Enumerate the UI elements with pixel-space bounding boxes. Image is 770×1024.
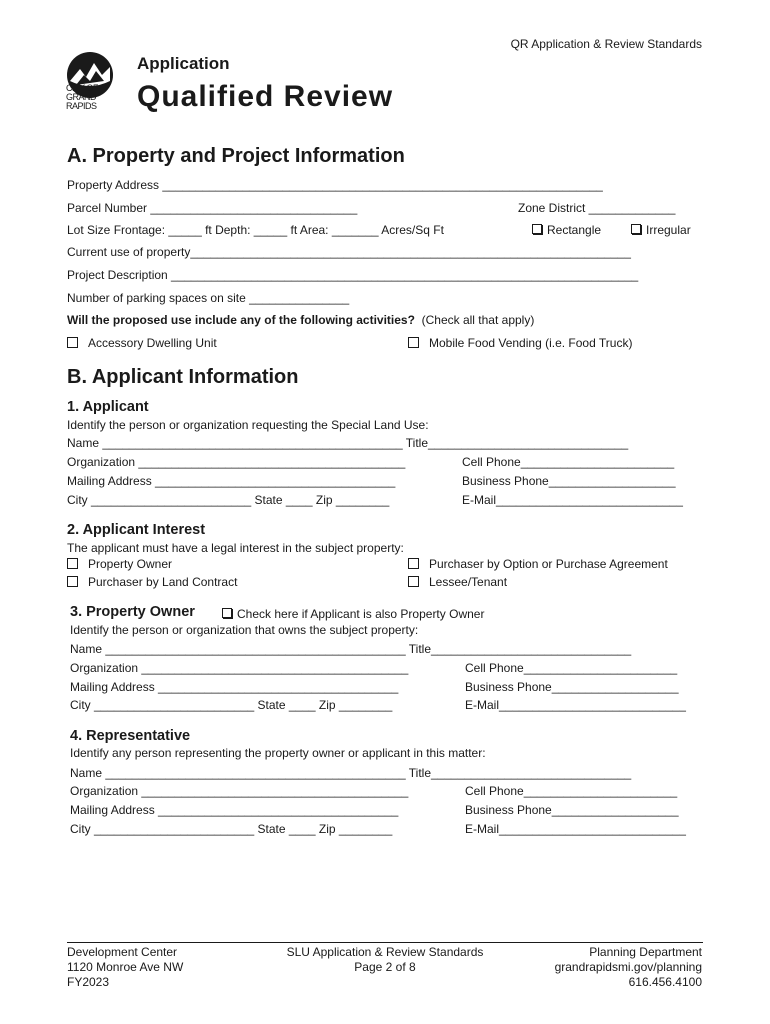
mobile-food-option[interactable] [408, 336, 632, 350]
parking-spaces-field[interactable]: Number of parking spaces on site _______________ [67, 291, 350, 305]
representative-organization-field[interactable]: Organization ________________________________________ [70, 784, 409, 798]
property-owner-option[interactable] [67, 557, 172, 571]
applicant-name-field[interactable]: Name _____________________________________________ Title______________________________ [67, 436, 629, 450]
zone-district-field[interactable]: Zone District _____________ [518, 201, 676, 215]
representative-cell-phone-field[interactable]: Cell Phone_______________________ [465, 784, 678, 798]
representative-city-state-zip-field[interactable]: City ________________________ State ____ Zip ________ [70, 822, 393, 836]
rectangle-checkbox[interactable] [532, 224, 542, 234]
applicant-subtitle: 1. Applicant [67, 399, 149, 415]
interest-subtitle: 2. Applicant Interest [67, 522, 206, 538]
owner-city-state-zip-field[interactable]: City ________________________ State ____ Zip ________ [70, 698, 393, 712]
irregular-option[interactable] [631, 223, 691, 237]
owner-same-label: Check here if Applicant is also Property Owner [237, 607, 485, 621]
representative-mailing-address-field[interactable]: Mailing Address ____________________________________ [70, 803, 399, 817]
land-contract-option[interactable] [67, 575, 237, 589]
applicant-organization-field[interactable]: Organization ________________________________________ [67, 455, 406, 469]
owner-mailing-address-field[interactable]: Mailing Address ____________________________________ [70, 680, 399, 694]
representative-name-field[interactable]: Name _____________________________________________ Title______________________________ [70, 766, 632, 780]
activities-question-text: Will the proposed use include any of the following activities? [67, 313, 415, 327]
lot-size-row[interactable]: Lot Size Frontage: _____ ft Depth: _____ ft Area: _______ Acres/Sq Ft [67, 223, 444, 237]
project-description-field[interactable]: Project Description ______________________________________________________________________ [67, 268, 639, 282]
document-code: QR Application & Review Standards [510, 37, 702, 51]
activities-hint: (Check all that apply) [421, 313, 535, 327]
footer-divider [67, 942, 703, 943]
purchase-option-checkbox[interactable] [408, 558, 419, 569]
mobile-food-label: Mobile Food Vending (i.e. Food Truck) [429, 336, 633, 350]
adu-checkbox[interactable] [67, 337, 78, 348]
adu-option[interactable] [67, 336, 217, 350]
owner-business-phone-field[interactable]: Business Phone___________________ [465, 680, 679, 694]
footer-center: SLU Application & Review Standards Page 2 of 8 [286, 945, 484, 974]
land-contract-label: Purchaser by Land Contract [88, 575, 238, 589]
footer-right: Planning Department grandrapidsmi.gov/planning 616.456.4100 [554, 945, 702, 989]
property-owner-label: Property Owner [88, 557, 173, 571]
owner-email-field[interactable]: E-Mail____________________________ [465, 698, 686, 712]
applicant-instruction: Identify the person or organization requesting the Special Land Use: [67, 418, 429, 432]
owner-cell-phone-field[interactable]: Cell Phone_______________________ [465, 661, 678, 675]
irregular-checkbox[interactable] [631, 224, 641, 234]
applicant-business-phone-field[interactable]: Business Phone___________________ [462, 474, 676, 488]
owner-same-checkbox[interactable] [222, 608, 232, 618]
mobile-food-checkbox[interactable] [408, 337, 419, 348]
current-use-field[interactable]: Current use of property__________________________________________________________________ [67, 245, 631, 259]
applicant-email-field[interactable]: E-Mail____________________________ [462, 493, 683, 507]
rectangle-label: Rectangle [547, 223, 602, 237]
owner-instruction: Identify the person or organization that owns the subject property: [70, 623, 419, 637]
owner-subtitle: 3. Property Owner [70, 604, 195, 620]
lessee-checkbox[interactable] [408, 576, 419, 587]
section-a-title: A. Property and Project Information [67, 145, 405, 167]
representative-email-field[interactable]: E-Mail____________________________ [465, 822, 686, 836]
activities-question [67, 313, 534, 327]
interest-instruction: The applicant must have a legal interest in the subject property: [67, 541, 404, 555]
owner-organization-field[interactable]: Organization ________________________________________ [70, 661, 409, 675]
purchase-option-option[interactable] [408, 557, 668, 571]
property-address-field[interactable]: Property Address __________________________________________________________________ [67, 178, 603, 192]
representative-instruction: Identify any person representing the property owner or applicant in this matter: [70, 746, 486, 760]
section-b-title: B. Applicant Information [67, 366, 299, 388]
parcel-number-field[interactable]: Parcel Number _______________________________ [67, 201, 358, 215]
lessee-option[interactable] [408, 575, 507, 589]
applicant-city-state-zip-field[interactable]: City ________________________ State ____ Zip ________ [67, 493, 390, 507]
logo-text: CITY OF GRAND RAPIDS [66, 83, 98, 111]
purchase-option-label: Purchaser by Option or Purchase Agreement [429, 557, 668, 571]
representative-subtitle: 4. Representative [70, 728, 191, 744]
property-owner-checkbox[interactable] [67, 558, 78, 569]
page-title: Qualified Review [137, 80, 394, 113]
irregular-label: Irregular [646, 223, 691, 237]
land-contract-checkbox[interactable] [67, 576, 78, 587]
applicant-cell-phone-field[interactable]: Cell Phone_______________________ [462, 455, 675, 469]
rectangle-option[interactable] [532, 223, 601, 237]
representative-business-phone-field[interactable]: Business Phone___________________ [465, 803, 679, 817]
owner-same-as-applicant[interactable] [222, 607, 484, 621]
owner-name-field[interactable]: Name _____________________________________________ Title______________________________ [70, 642, 632, 656]
adu-label: Accessory Dwelling Unit [88, 336, 217, 350]
header-subtitle: Application [137, 54, 230, 73]
applicant-mailing-address-field[interactable]: Mailing Address ____________________________________ [67, 474, 396, 488]
footer-left: Development Center 1120 Monroe Ave NW FY2023 [67, 945, 184, 989]
lessee-label: Lessee/Tenant [429, 575, 508, 589]
